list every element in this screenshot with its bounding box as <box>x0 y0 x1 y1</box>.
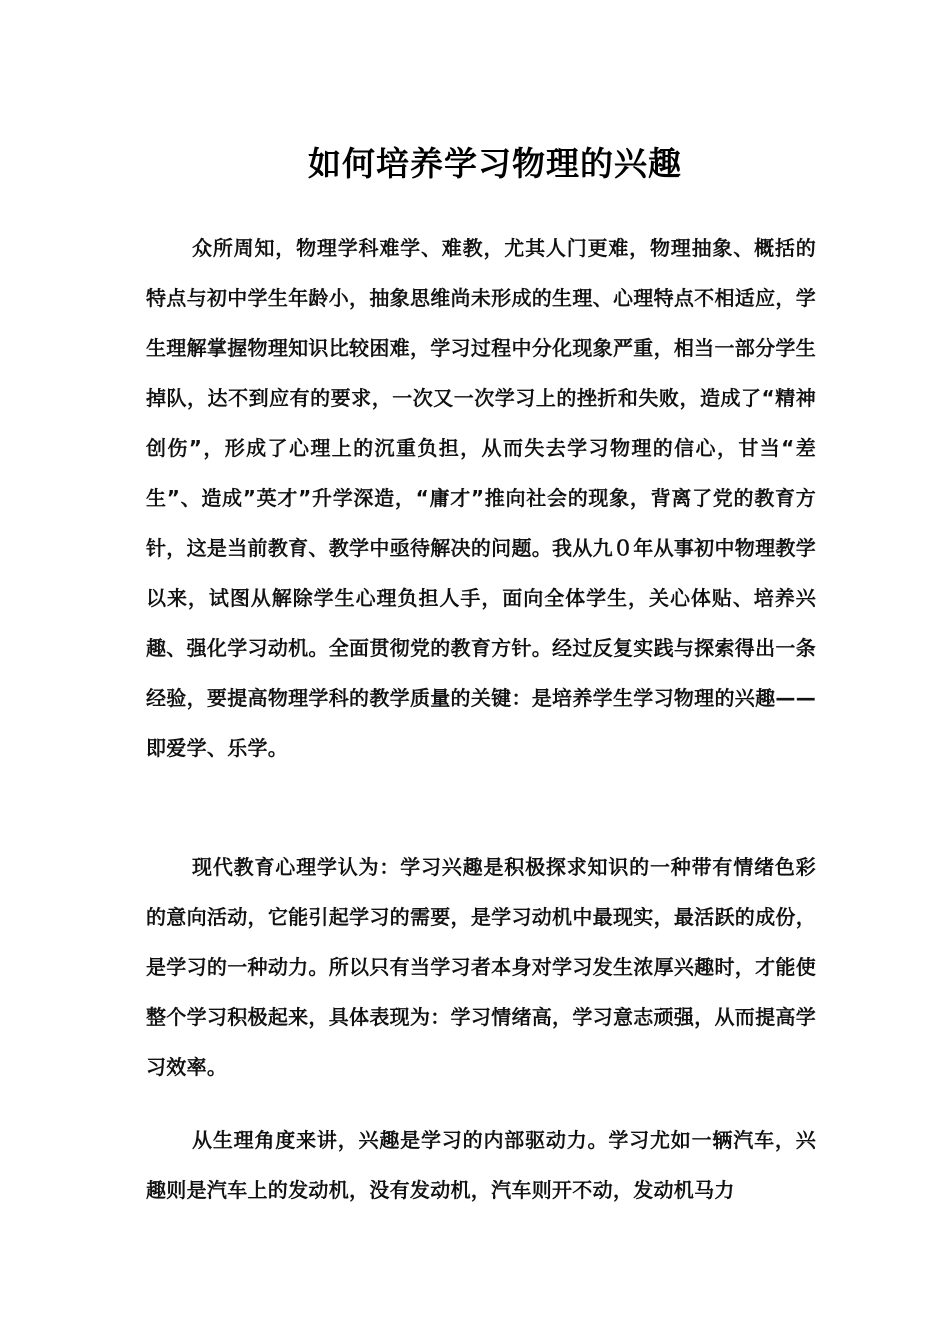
paragraph-2: 现代教育心理学认为：学习兴趣是积极探求知识的一种带有情绪色彩的意向活动，它能引起学习的需要，是学习动机中最现实，最活跃的成份，是学习的一种动力。所以只有当学习者本身对学习发生浓厚兴趣时，才能使整个学习积极起来，具体表现为：学习情绪高，学习意志顽强，从而提高学习效率。 <box>146 855 816 1079</box>
paragraph-3: 从生理角度来讲，兴趣是学习的内部驱动力。学习尤如一辆汽车，兴趣则是汽车上的发动机，没有发动机，汽车则开不动，发动机马力 <box>146 1128 816 1202</box>
paragraph-1: 众所周知，物理学科难学、难教，尤其人门更难，物理抽象、概括的特点与初中学生年龄小，抽象思维尚未形成的生理、心理特点不相适应，学生理解掌握物理知识比较困难，学习过程中分化现象严重，相当一部分学生掉队，达不到应有的要求，一次又一次学习上的挫折和失败，造成了“精神创伤”，形成了心理上的沉重负担，从而失去学习物理的信心，甘当“差生”、造成”英才”升学深造，“庸才”推向社会的现象，背离了党的教育方针，这是当前教育、教学中亟待解决的问题。我从九０年从事初中物理教学以来，试图从解除学生心理负担人手，面向全体学生，关心体贴、培养兴趣、强化学习动机。全面贯彻党的教育方针。经过反复实践与探索得出一条经验，要提高物理学科的教学质量的关键：是培养学生学习物理的兴趣——即爱学、乐学。 <box>146 236 816 760</box>
document-title: 如何培养学习物理的兴趣 <box>308 144 682 183</box>
